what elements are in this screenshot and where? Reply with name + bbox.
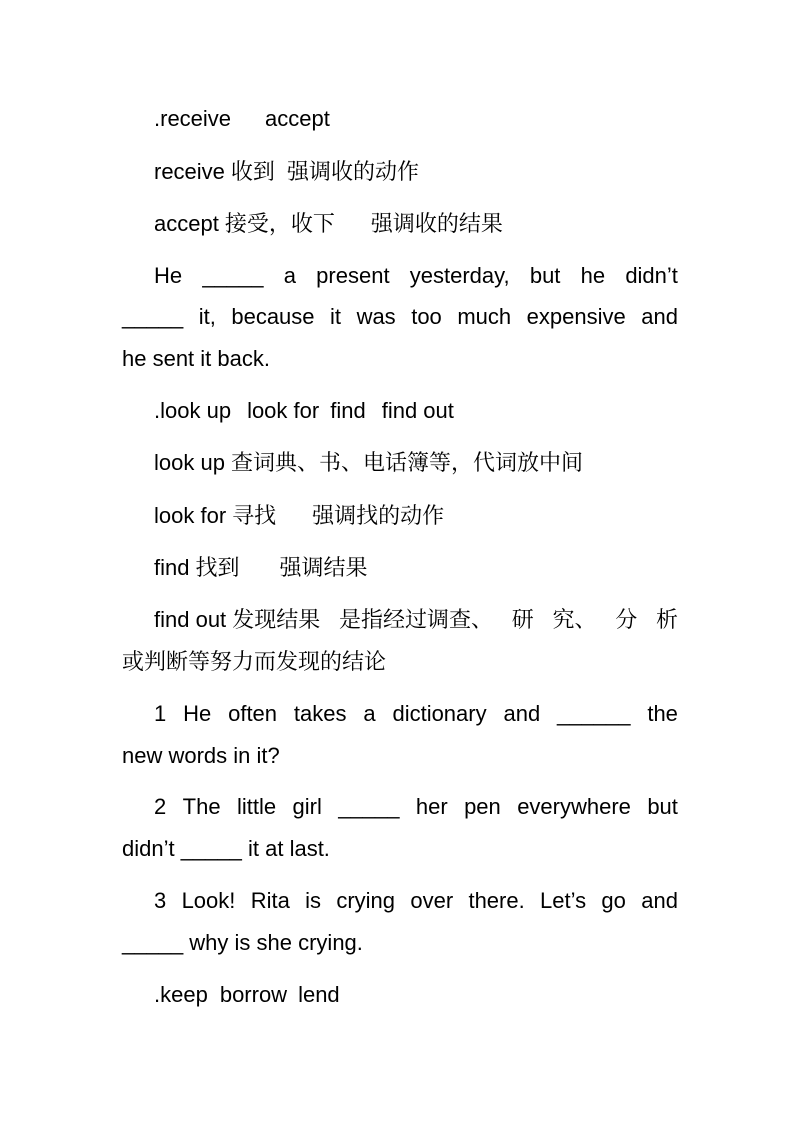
word: a (363, 701, 376, 726)
exercise-3-line-1 (154, 886, 678, 916)
word: Look! (181, 888, 236, 913)
word: crying (336, 888, 396, 913)
word: was (356, 304, 396, 329)
example-sentence-line-2 (122, 302, 678, 332)
definition-accept (154, 209, 503, 239)
exercise-2-line-2: didn’t _____ it at last. (122, 836, 330, 861)
meaning: 寻找 (232, 503, 277, 528)
term: receive (154, 159, 225, 184)
exercise-1-line-1 (154, 699, 678, 729)
word: a (283, 263, 296, 288)
word: her (415, 794, 448, 819)
meaning: 找到 (195, 555, 240, 580)
term: find out (154, 607, 227, 632)
heading-term: .keep (154, 982, 208, 1007)
word: too (411, 304, 442, 329)
heading-term: accept (265, 106, 330, 131)
word: much (457, 304, 512, 329)
blank: ______ (557, 701, 631, 726)
word: The (182, 794, 221, 819)
word: little (236, 794, 277, 819)
note-part: 分 (615, 607, 638, 632)
word: go (601, 888, 626, 913)
word: Rita (250, 888, 290, 913)
word: 3 (154, 888, 167, 913)
word: and (641, 304, 678, 329)
word: often (228, 701, 278, 726)
word: but (647, 794, 678, 819)
word: it, (198, 304, 216, 329)
definition-find (154, 553, 368, 583)
word: expensive (526, 304, 626, 329)
blank: _____ (202, 263, 264, 288)
word: girl (292, 794, 322, 819)
definition-find-out-continued: 或判断等努力而发现的结论 (122, 649, 387, 674)
word: didn’t (625, 263, 678, 288)
word: dictionary (392, 701, 487, 726)
example-sentence-line-1 (154, 261, 678, 291)
word: yesterday, (409, 263, 510, 288)
section-heading-look-find (154, 396, 454, 426)
meaning: 发现结果 (232, 607, 321, 632)
word: he (580, 263, 606, 288)
definition-find-out (154, 605, 678, 635)
meaning: 收到 (230, 159, 275, 184)
note-part: 是指经过调查、 (339, 607, 494, 632)
word: present (316, 263, 390, 288)
blank: _____ (338, 794, 400, 819)
word: because (231, 304, 315, 329)
word: He (183, 701, 212, 726)
heading-term: find (330, 398, 366, 423)
note: 强调找的动作 (312, 503, 445, 528)
example-sentence-line-3: he sent it back. (122, 346, 270, 371)
heading-term: borrow (219, 982, 288, 1007)
definition-look-for (154, 501, 444, 531)
word: the (647, 701, 678, 726)
heading-term: lend (298, 982, 340, 1007)
exercise-3-line-2: _____ why is she crying. (122, 930, 363, 955)
word: pen (464, 794, 501, 819)
heading-term: .look up (154, 398, 232, 423)
blank: _____ (122, 304, 184, 329)
note: 强调收的动作 (286, 159, 419, 184)
heading-term: .receive (154, 106, 232, 131)
word: He (154, 263, 183, 288)
word: and (503, 701, 541, 726)
definition-receive (154, 157, 419, 187)
exercise-2-line-1 (154, 792, 678, 822)
note: 强调结果 (279, 555, 368, 580)
word: and (641, 888, 678, 913)
word: it (330, 304, 342, 329)
word: 2 (154, 794, 167, 819)
term: accept (154, 211, 219, 236)
heading-term: look for (247, 398, 320, 423)
exercise-1-line-2: new words in it? (122, 743, 280, 768)
section-heading-receive-accept (154, 104, 330, 134)
section-heading-keep-borrow-lend (154, 980, 340, 1010)
word: takes (293, 701, 347, 726)
word: Let’s (540, 888, 587, 913)
word: there. (468, 888, 525, 913)
definition-look-up (154, 448, 583, 478)
note-part: 析 (655, 607, 678, 632)
note: 强调收的结果 (370, 211, 503, 236)
note-part: 究、 (552, 607, 597, 632)
term: look up (154, 450, 225, 475)
word: is (305, 888, 322, 913)
meaning: 查词典、书、电话簿等，代词放中间 (230, 450, 583, 475)
meaning: 接受，收下 (224, 211, 335, 236)
word: over (410, 888, 454, 913)
term-with-meaning (154, 605, 320, 635)
heading-term: find out (381, 398, 454, 423)
word: but (529, 263, 561, 288)
note-part: 研 (511, 607, 534, 632)
word: everywhere (517, 794, 631, 819)
word: 1 (154, 701, 167, 726)
term: look for (154, 503, 227, 528)
term: find (154, 555, 190, 580)
